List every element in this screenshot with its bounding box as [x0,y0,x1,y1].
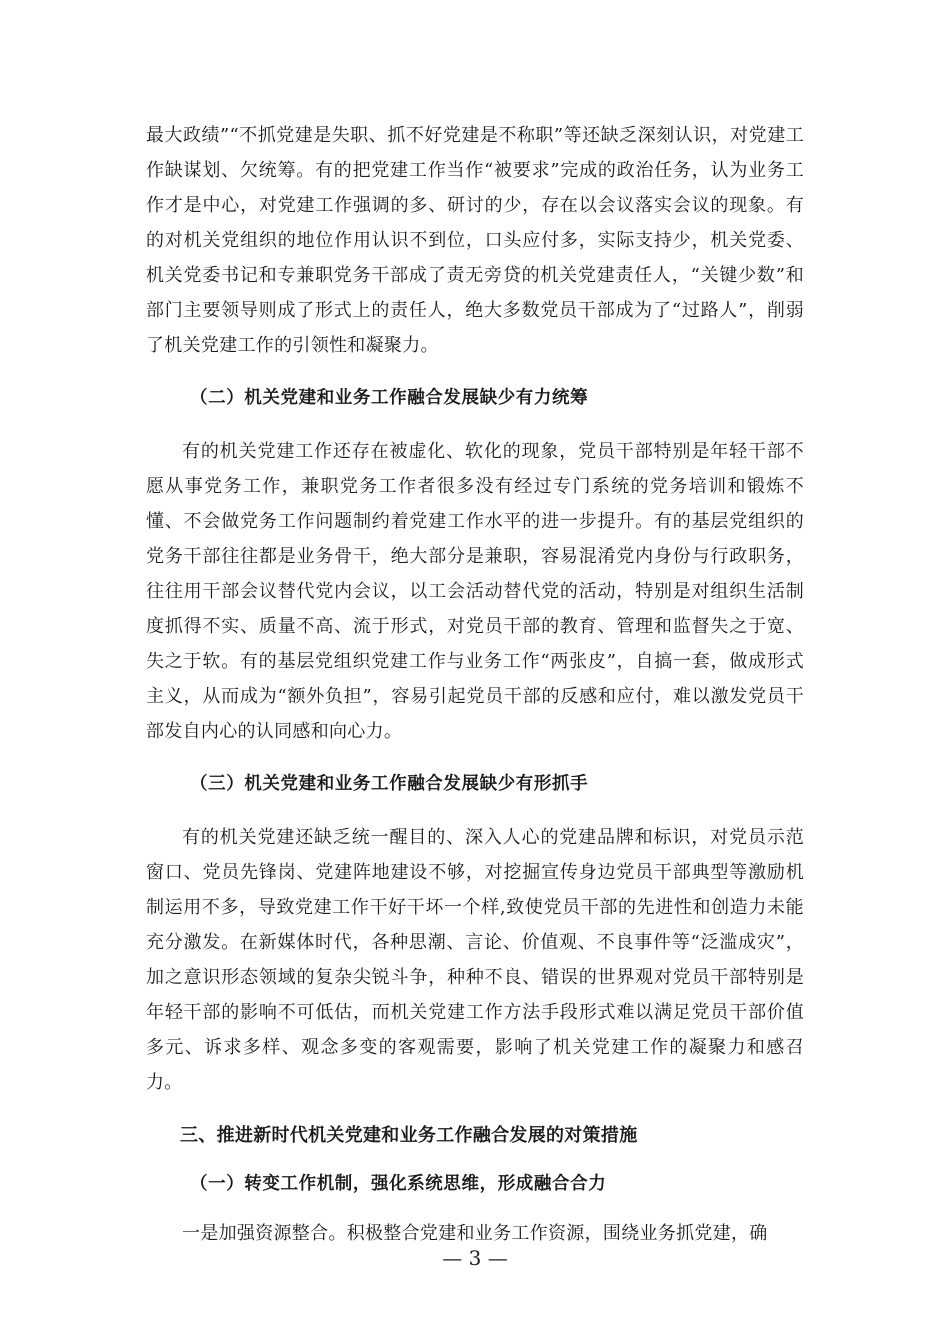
paragraph-3: 有的机关党建还缺乏统一醒目的、深入人心的党建品牌和标识，对党员示范窗口、党员先锋岗、党建阵地建设不够，对挖掘宣传身边党员干部典型等激励机制运用不多，导致党建工作干好干坏一个样,致使党员干部的先进性和创造力未能充分激发。在新媒体时代，各种思潮、言论、价值观、不良事件等“泛滥成灾”，加之意识形态领域的复杂尖锐斗争，种种不良、错误的世界观对党员干部特别是年轻干部的影响不可低估，而机关党建工作方法手段形式难以满足党员干部价值多元、诉求多样、观念多变的客观需要，影响了机关党建工作的凝聚力和感召力。 [146,827,804,1093]
paragraph-4: 一是加强资源整合。积极整合党建和业务工作资源，围绕业务抓党建，确 [182,1223,768,1244]
paragraph-continued: 最大政绩”“不抓党建是失职、抓不好党建是不称职”等还缺乏深刻认识，对党建工作缺谋划、欠统筹。有的把党建工作当作“被要求”完成的政治任务，认为业务工作才是中心，对党建工作强调的多、研讨的少，存在以会议落实会议的现象。有的对机关党组织的地位作用认识不到位，口头应付多，实际支持少，机关党委、机关党委书记和专兼职党务干部成了责无旁贷的机关党建责任人，“关键少数”和部门主要领导则成了形式上的责任人，绝大多数党员干部成为了“过路人”，削弱了机关党建工作的引领性和凝聚力。 [146,125,804,356]
section-heading-3: 三、推进新时代机关党建和业务工作融合发展的对策措施 [180,1125,638,1146]
subheading-3-1: （一）转变工作机制，强化系统思维，形成融合合力 [190,1174,607,1194]
paragraph-2: 有的机关党建工作还存在被虚化、软化的现象，党员干部特别是年轻干部不愿从事党务工作，兼职党务工作者很多没有经过专门系统的党务培训和锻炼不懂、不会做党务工作问题制约着党建工作水平的进一步提升。有的基层党组织的党务干部往往都是业务骨干，绝大部分是兼职，容易混淆党内身份与行政职务，往往用干部会议替代党内会议，以工会活动替代党的活动，特别是对组织生活制度抓得不实、质量不高、流于形式，对党员干部的教育、管理和监督失之于宽、失之于软。有的基层党组织党建工作与业务工作“两张皮”，自搞一套，做成形式主义，从而成为“额外负担”，容易引起党员干部的反感和应付，难以激发党员干部发自内心的认同感和向心力。 [146,441,804,742]
page-number: — 3 — [442,1246,508,1270]
subheading-3: （三）机关党建和业务工作融合发展缺少有形抓手 [190,774,589,794]
subheading-2: （二）机关党建和业务工作融合发展缺少有力统筹 [190,388,589,408]
page-body [146,118,804,1251]
